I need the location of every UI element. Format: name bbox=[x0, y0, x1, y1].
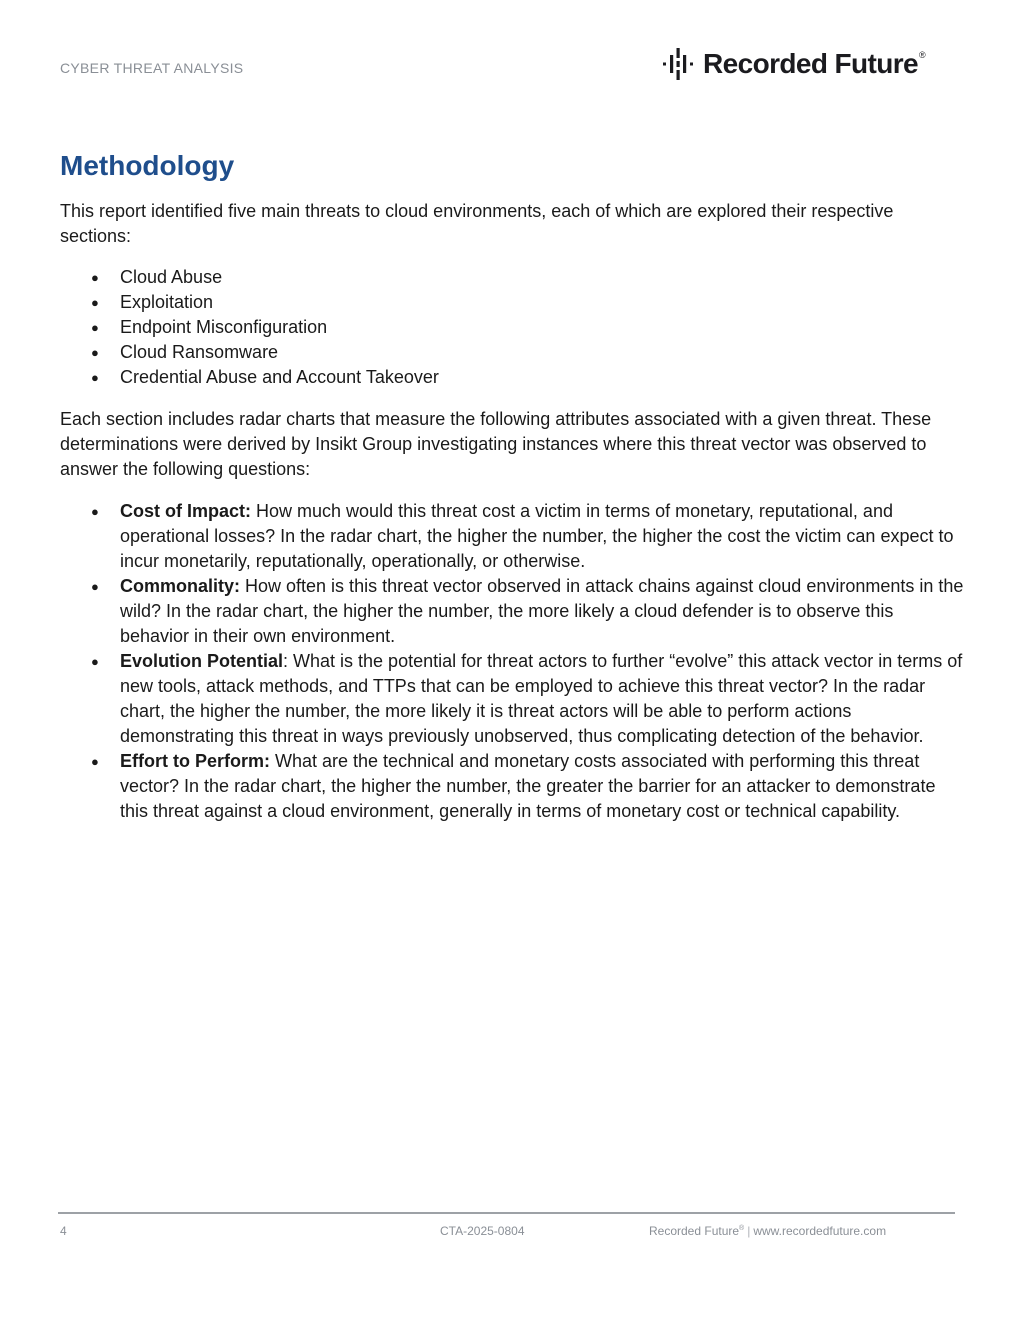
radar-description-paragraph: Each section includes radar charts that measure the following attributes associated with a given threat. These determinations were derived by Insikt Group investigating instances where this threat vector was observed to answer the following questions: bbox=[60, 409, 932, 479]
header-label: CYBER THREAT ANALYSIS bbox=[60, 60, 244, 76]
attribute-item bbox=[60, 574, 965, 649]
attribute-item bbox=[60, 749, 965, 824]
list-item: ● Cloud Ransomware bbox=[60, 340, 965, 365]
intro-paragraph: This report identified five main threats to cloud environments, each of which are explored their respective sections: bbox=[60, 201, 894, 246]
attribute-term: Effort to Perform: bbox=[120, 751, 270, 771]
footer-divider bbox=[58, 1212, 955, 1214]
list-item: ● Endpoint Misconfiguration bbox=[60, 315, 965, 340]
page-title: Methodology bbox=[60, 150, 235, 181]
list-item: ● Exploitation bbox=[60, 290, 965, 315]
footer-brand bbox=[649, 1224, 886, 1238]
document-code: CTA-2025-0804 bbox=[440, 1224, 525, 1238]
list-item: ● Cloud Abuse bbox=[60, 265, 965, 290]
page-number: 4 bbox=[60, 1224, 67, 1238]
logo-mark-icon bbox=[661, 46, 697, 82]
footer-registered-mark: ® bbox=[739, 1225, 745, 1232]
attribute-term: Cost of Impact: bbox=[120, 501, 252, 521]
logo-wordmark: Recorded Future bbox=[703, 48, 919, 79]
logo-registered-mark: ® bbox=[919, 50, 926, 60]
attribute-item bbox=[60, 499, 965, 574]
attribute-text: What are the technical and monetary costs associated with performing this threat vector? In the radar chart, the higher the number, the greater the barrier for an attacker to demonstrate this threat against a cloud environment, generally in terms of monetary cost or technical capability. bbox=[120, 751, 936, 821]
attribute-list bbox=[60, 499, 965, 824]
recorded-future-logo bbox=[661, 46, 926, 82]
list-item: ● Credential Abuse and Account Takeover bbox=[60, 365, 965, 390]
attribute-item bbox=[60, 649, 965, 749]
attribute-term: Commonality: bbox=[120, 576, 241, 596]
attribute-text: How often is this threat vector observed in attack chains against cloud environments in the wild? In the radar chart, the higher the number, the more likely a cloud defender is to observe this behavior in their own environment. bbox=[120, 576, 964, 646]
attribute-text: How much would this threat cost a victim in terms of monetary, reputational, and operational losses? In the radar chart, the higher the number, the higher the cost the victim can expect to incur monetarily, reputationally, operationally, or otherwise. bbox=[120, 501, 954, 571]
footer-url[interactable]: www.recordedfuture.com bbox=[753, 1224, 887, 1238]
footer-separator: | bbox=[747, 1224, 751, 1238]
attribute-term: Evolution Potential bbox=[120, 651, 284, 671]
attribute-text: : What is the potential for threat actors to further “evolve” this attack vector in terms of new tools, attack methods, and TTPs that can be employed to achieve this threat vector? In the radar chart, the higher the number, the more likely it is threat actors will be able to perform actions demonstrating this threat in ways previously unobserved, thus complicating detection of the behavior. bbox=[120, 651, 963, 746]
threat-list bbox=[60, 265, 965, 390]
footer-brand-name: Recorded Future bbox=[649, 1224, 740, 1238]
main-content bbox=[60, 199, 965, 824]
